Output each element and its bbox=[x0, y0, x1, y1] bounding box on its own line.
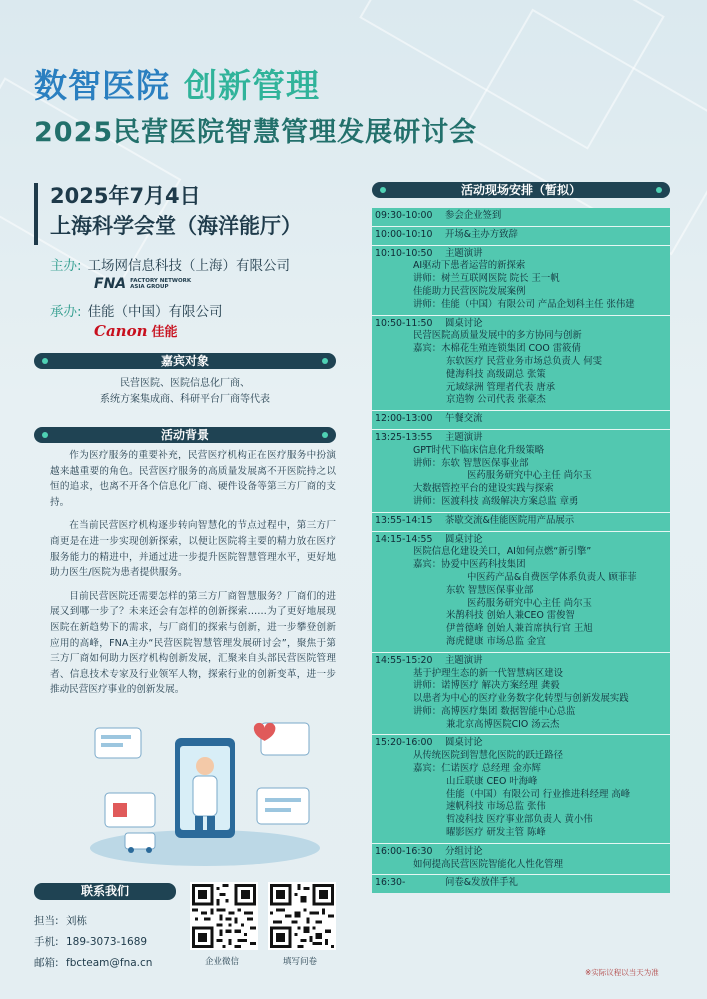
schedule-item-detail: 讲师：医渡科技 高级解决方案总监 章勇 bbox=[413, 495, 579, 507]
schedule-time: 12:00-13:00 bbox=[375, 413, 433, 425]
co-organizer-label: 承办: bbox=[50, 304, 82, 320]
schedule-item-detail: 讲师：佳能（中国）有限公司 产品企划科主任 张伟建 bbox=[413, 298, 635, 310]
medical-illustration bbox=[85, 708, 325, 868]
background-heading: 活动背景 bbox=[34, 427, 336, 443]
schedule-row bbox=[372, 411, 670, 430]
schedule-item: 圆桌讨论 bbox=[445, 533, 483, 545]
co-organizer-row bbox=[50, 300, 223, 320]
background-text bbox=[50, 448, 336, 706]
schedule-item-detail: 京造物 公司代表 张豪杰 bbox=[446, 394, 546, 406]
schedule-row bbox=[372, 653, 670, 736]
event-date: 2025年7月4日 bbox=[50, 184, 201, 208]
schedule-item-detail: 伊普德峰 创始人兼首席执行官 王旭 bbox=[446, 623, 593, 635]
fna-logo-line1: FACTORY NETWORK bbox=[130, 278, 192, 284]
schedule-item-detail: 民营医院高质量发展中的多方协同与创新 bbox=[413, 330, 582, 342]
schedule-item: 圆桌讨论 bbox=[445, 737, 483, 749]
schedule-time: 16:00-16:30 bbox=[375, 845, 433, 857]
schedule-item: 圆桌讨论 bbox=[445, 317, 483, 329]
schedule-item-detail: 讲师：高博医疗集团 数据智能中心总监 bbox=[413, 705, 576, 717]
schedule-item-detail: 讲师：树兰互联网医院 院长 王一帆 bbox=[413, 273, 560, 285]
schedule-item-detail: 讲师：诺博医疗 解决方案经理 龚毅 bbox=[413, 680, 560, 692]
schedule-time: 10:00-10:10 bbox=[375, 228, 433, 240]
schedule-item-detail: 山丘联康 CEO 叶海峰 bbox=[446, 775, 538, 787]
schedule-item-detail: 嘉宾：协爱中医药科技集团 bbox=[413, 559, 526, 571]
fna-logo-line2: ASIA GROUP bbox=[130, 284, 169, 290]
title-part1: 数智医院 bbox=[34, 66, 170, 105]
contact-email-value[interactable]: fbcteam@fna.cn bbox=[66, 957, 153, 969]
schedule-time: 14:15-14:55 bbox=[375, 533, 433, 545]
wechat-qr-code[interactable] bbox=[190, 882, 258, 950]
schedule-heading: 活动现场安排（暂拟） bbox=[372, 182, 670, 198]
contact-phone-label: 手机: bbox=[34, 936, 59, 948]
host-value: 工场网信息科技（上海）有限公司 bbox=[87, 258, 291, 274]
schedule-item-detail: 佳能（中国）有限公司 行业推进科经理 高峰 bbox=[446, 788, 631, 800]
schedule-row bbox=[372, 875, 670, 893]
schedule-item-detail: 嘉宾：木棉花生殖连锁集团 COO 雷筱倩 bbox=[413, 343, 581, 355]
co-organizer-value: 佳能（中国）有限公司 bbox=[87, 304, 223, 320]
host-row bbox=[50, 254, 290, 274]
survey-qr-code[interactable] bbox=[268, 882, 336, 950]
contact-phone-value: 189-3073-1689 bbox=[66, 936, 148, 948]
canon-logo bbox=[94, 321, 178, 340]
schedule-row bbox=[372, 227, 670, 246]
schedule-time: 13:25-13:55 bbox=[375, 431, 433, 443]
main-title bbox=[34, 60, 320, 107]
schedule-item-detail: 健海科技 高级副总 张策 bbox=[446, 368, 546, 380]
fna-logo bbox=[94, 276, 191, 292]
title-part2: 创新管理 bbox=[184, 66, 320, 105]
schedule-time: 10:10-10:50 bbox=[375, 247, 433, 259]
schedule-time: 16:30- bbox=[375, 877, 406, 889]
background-paragraph-2: 在当前民营医疗机构逐步转向智慧化的节点过程中，第三方厂商更是在进一步实现创新探索，以便让医院将主要的精力放在医疗服务能力的精进中，并通过进一步提升医院智慧管理水平，更好地助力医生/医院为患者提供服务。 bbox=[50, 520, 336, 579]
schedule-row bbox=[372, 316, 670, 412]
schedule-time: 14:55-15:20 bbox=[375, 654, 433, 666]
schedule-item-detail: 医院信息化建设关口，AI如何点燃“新引擎” bbox=[413, 546, 592, 558]
wechat-qr-caption: 企业微信 bbox=[204, 957, 239, 967]
fna-logo-mark: FNA bbox=[94, 276, 127, 292]
schedule-item: 分组讨论 bbox=[445, 845, 483, 857]
schedule-time: 10:50-11:50 bbox=[375, 317, 433, 329]
schedule-item: 午餐交流 bbox=[445, 413, 483, 425]
schedule-item-detail: 元域绿洲 管理者代表 唐承 bbox=[446, 381, 556, 393]
schedule-item-detail: 东软 智慧医保事业部 bbox=[446, 584, 534, 596]
schedule-note: ※实际议程以当天为准 bbox=[585, 968, 659, 977]
schedule-item-detail: 医药服务研究中心主任 尚尔玉 bbox=[467, 597, 592, 609]
event-venue: 上海科学会堂（海洋能厅） bbox=[50, 214, 302, 238]
canon-logo-cn: 佳能 bbox=[151, 325, 178, 340]
schedule-time: 13:55-14:15 bbox=[375, 514, 433, 526]
schedule-row bbox=[372, 208, 670, 227]
schedule-item-detail: AI驱动下患者运营的新探索 bbox=[413, 260, 526, 272]
schedule-item-detail: 米鹊科技 创始人兼CEO 雷俊智 bbox=[446, 610, 575, 622]
schedule-item-detail: GPT时代下临床信息化升级策略 bbox=[413, 444, 545, 456]
schedule-item-detail: 中医药产品&自费医学体系负责人 顾菲菲 bbox=[467, 571, 637, 583]
schedule-item-detail: 讲师：东软 智慧医保事业部 bbox=[413, 457, 529, 469]
schedule-item-detail: 医药服务研究中心主任 尚尔玉 bbox=[467, 470, 592, 482]
contact-phone-row bbox=[34, 934, 147, 949]
audience-text bbox=[34, 376, 336, 408]
background-paragraph-1: 作为医疗服务的重要补充，民营医疗机构正在医疗服务中扮演越来越重要的角色。民营医疗服务的高质量发展离不开医院持之以恒的追求，也离不开各个信息化厂商、硬件设备等第三方厂商的支持。 bbox=[50, 450, 336, 508]
schedule-item: 茶歇交流&佳能医院用产品展示 bbox=[445, 514, 575, 526]
schedule-item-detail: 海虎健康 市场总监 金宜 bbox=[446, 635, 546, 647]
schedule-item-detail: 曜影医疗 研发主管 陈峰 bbox=[446, 827, 546, 839]
schedule-item-detail: 以患者为中心的医疗业务数字化转型与创新发展实践 bbox=[413, 693, 629, 705]
schedule-item-detail: 速帆科技 市场总监 张伟 bbox=[446, 801, 546, 813]
schedule-item-detail: 基于护理生态的新一代智慧病区建设 bbox=[413, 667, 564, 679]
schedule-item: 主题演讲 bbox=[445, 654, 483, 666]
schedule-row bbox=[372, 246, 670, 316]
schedule-item: 主题演讲 bbox=[445, 431, 483, 443]
schedule-row bbox=[372, 513, 670, 532]
schedule-time: 09:30-10:00 bbox=[375, 210, 433, 221]
schedule-item-detail: 从传统医院到智慧化医院的跃迁路径 bbox=[413, 750, 564, 762]
schedule-row bbox=[372, 532, 670, 653]
schedule-item-detail: 哲凌科技 医疗事业部负责人 黄小伟 bbox=[446, 814, 593, 826]
schedule-item: 问卷&发放伴手礼 bbox=[445, 877, 518, 889]
schedule-time: 15:20-16:00 bbox=[375, 737, 433, 749]
contact-person-row bbox=[34, 913, 87, 928]
contact-email-row bbox=[34, 955, 152, 970]
audience-heading: 嘉宾对象 bbox=[34, 353, 336, 369]
contact-person-label: 担当: bbox=[34, 915, 59, 927]
contact-heading: 联系我们 bbox=[34, 883, 176, 900]
survey-qr-caption: 填写问卷 bbox=[282, 957, 317, 967]
schedule-item-detail: 嘉宾：仁诺医疗 总经理 金亦辉 bbox=[413, 763, 541, 775]
schedule-item-detail: 佳能助力民营医院发展案例 bbox=[413, 285, 526, 297]
schedule-row bbox=[372, 430, 670, 513]
audience-line2: 系统方案集成商、科研平台厂商等代表 bbox=[100, 394, 270, 405]
schedule-row bbox=[372, 735, 670, 843]
background-paragraph-3: 目前民营医院还需要怎样的第三方厂商智慧服务？厂商们的进展又到哪一步了？未来还会有怎样的创新探索……为了更好地展现医院在新趋势下的需求，与厂商们的探索与创新，进一步攀登创新应用的高峰，FNA主办“民营医院智慧管理发展研讨会”，聚焦于第三方厂商如何助力医疗机构创新发展，汇聚来自头部民营医院管理者、信息技术专家及行业领军人物，探索行业的创新变革，进一步推动民营医疗事业的创新发展。 bbox=[50, 590, 336, 696]
event-subtitle: 2025民营医院智慧管理发展研讨会 bbox=[34, 117, 478, 148]
contact-person-value: 刘栋 bbox=[66, 915, 87, 927]
schedule-item-detail: 东软医疗 民营业务市场总负责人 何雯 bbox=[446, 355, 602, 367]
schedule-item-detail: 大数据管控平台的建设实践与探索 bbox=[413, 483, 554, 495]
schedule-item: 主题演讲 bbox=[445, 247, 483, 259]
accent-bar bbox=[34, 183, 38, 245]
canon-logo-en: Canon bbox=[94, 322, 148, 340]
schedule-item: 开场&主办方致辞 bbox=[445, 228, 518, 240]
schedule-item-detail: 兼北京高博医院CIO 汤云杰 bbox=[446, 718, 560, 730]
schedule-row bbox=[372, 844, 670, 876]
schedule-table bbox=[372, 208, 670, 893]
contact-email-label: 邮箱: bbox=[34, 957, 59, 969]
schedule-item: 参会企业签到 bbox=[445, 210, 502, 221]
schedule-item-detail: 如何提高民营医院智能化人性化管理 bbox=[413, 858, 564, 870]
audience-line1: 民营医院、医院信息化厂商、 bbox=[120, 378, 250, 389]
host-label: 主办: bbox=[50, 258, 82, 274]
